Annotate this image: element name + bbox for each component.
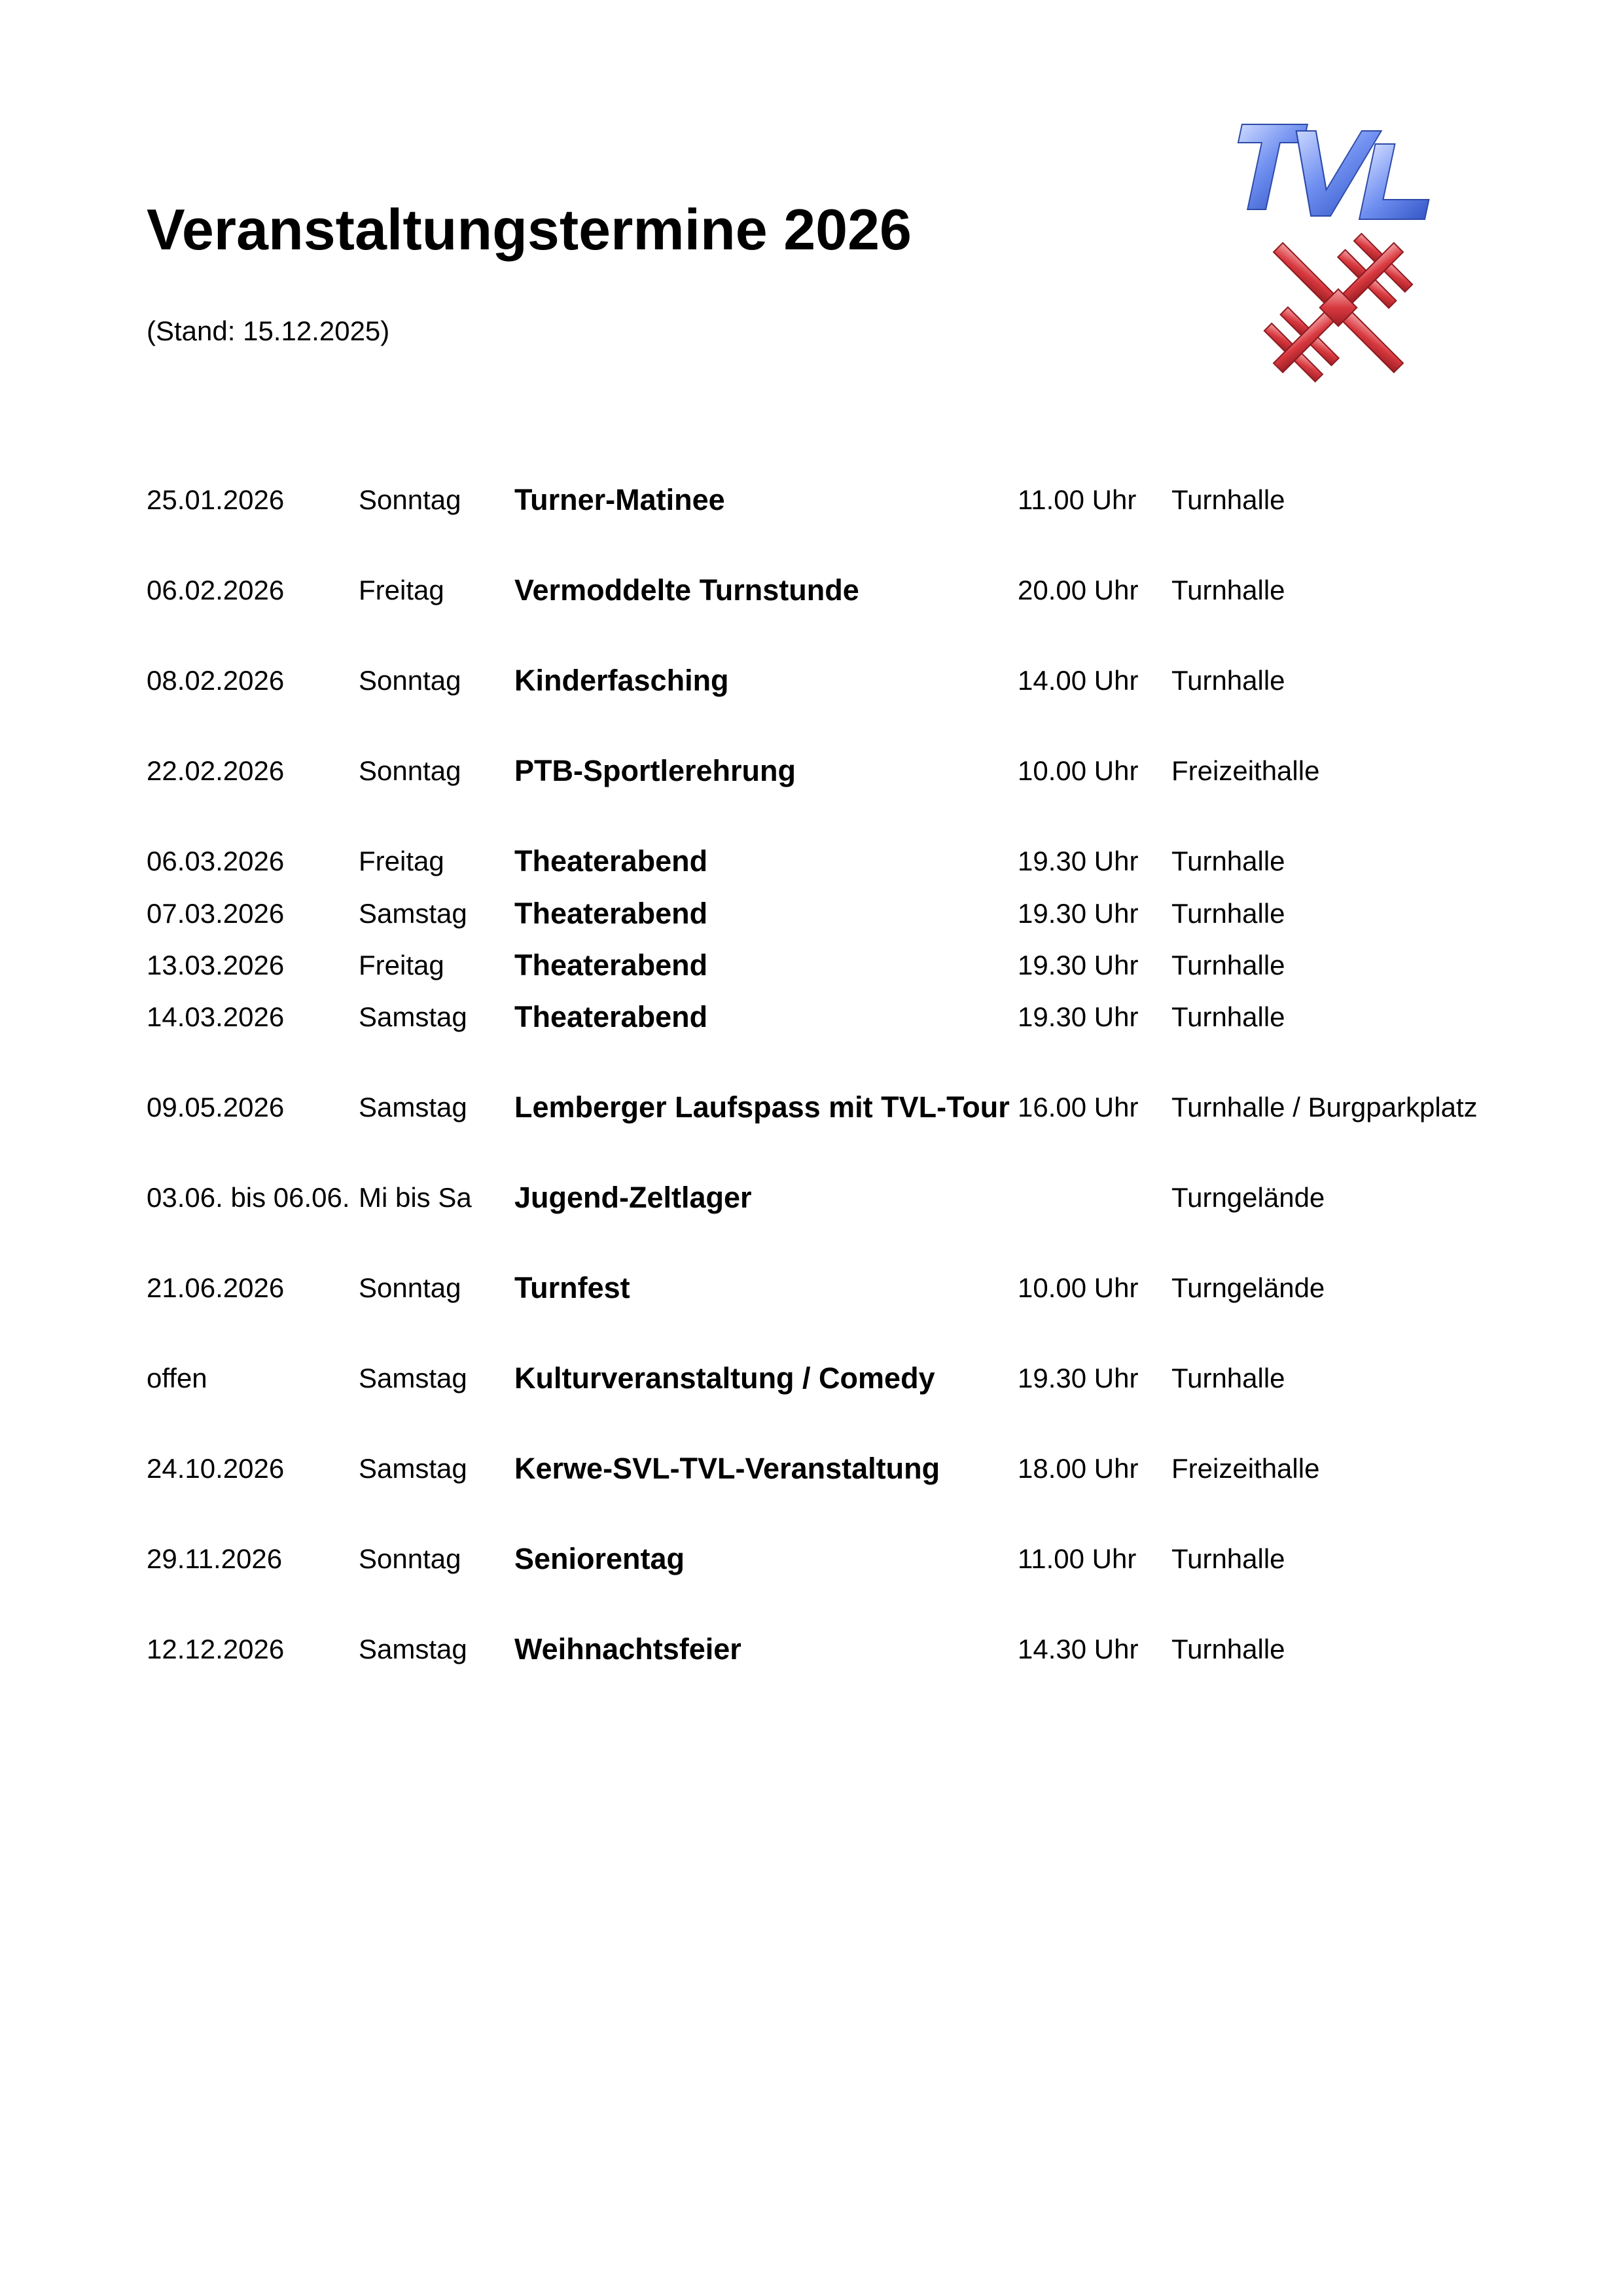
- event-time: 19.30 Uhr: [1018, 898, 1139, 929]
- event-day: Samstag: [359, 898, 467, 929]
- event-time: 20.00 Uhr: [1018, 575, 1139, 605]
- event-date: 21.06.2026: [147, 1272, 285, 1303]
- event-place: Turnhalle / Burgparkplatz: [1171, 1092, 1478, 1122]
- event-time: 18.00 Uhr: [1018, 1453, 1139, 1484]
- event-name: Theaterabend: [514, 897, 708, 930]
- event-name: Kinderfasching: [514, 664, 729, 697]
- event-row: [0, 894, 1623, 933]
- event-day: Samstag: [359, 1092, 467, 1122]
- event-date: 29.11.2026: [147, 1543, 283, 1574]
- event-day: Sonntag: [359, 1543, 461, 1574]
- event-date: 09.05.2026: [147, 1092, 285, 1122]
- event-day: Freitag: [359, 846, 444, 876]
- event-name: Turnfest: [514, 1271, 630, 1304]
- stand-date: (Stand: 15.12.2025): [147, 315, 390, 346]
- tvl-logo: [1204, 118, 1486, 399]
- event-date: 06.02.2026: [147, 575, 285, 605]
- event-day: Samstag: [359, 1634, 467, 1664]
- event-row: [0, 842, 1623, 881]
- tvl-letters-shape: [1222, 124, 1445, 219]
- event-day: Mi bis Sa: [359, 1182, 472, 1213]
- event-place: Turnhalle: [1171, 1001, 1285, 1032]
- event-name: Kulturveranstaltung / Comedy: [514, 1361, 935, 1395]
- event-place: Turngelände: [1171, 1272, 1325, 1303]
- event-name: Kerwe-SVL-TVL-Veranstaltung: [514, 1452, 940, 1485]
- event-row: [0, 480, 1623, 520]
- event-name: Theaterabend: [514, 948, 708, 982]
- event-place: Turnhalle: [1171, 950, 1285, 980]
- event-date: 12.12.2026: [147, 1634, 285, 1664]
- event-time: 10.00 Uhr: [1018, 1272, 1139, 1303]
- event-time: 11.00 Uhr: [1018, 484, 1137, 515]
- event-time: 19.30 Uhr: [1018, 1001, 1139, 1032]
- event-name: Weihnachtsfeier: [514, 1632, 741, 1666]
- event-time: 10.00 Uhr: [1018, 755, 1139, 786]
- event-date: 03.06. bis 06.06.: [147, 1182, 350, 1213]
- event-day: Samstag: [359, 1453, 467, 1484]
- event-date: 14.03.2026: [147, 1001, 285, 1032]
- event-row: [0, 997, 1623, 1037]
- event-row: [0, 946, 1623, 985]
- event-place: Turnhalle: [1171, 575, 1285, 605]
- event-day: Freitag: [359, 575, 444, 605]
- event-place: Freizeithalle: [1171, 1453, 1320, 1484]
- event-name: Vermoddelte Turnstunde: [514, 573, 859, 607]
- event-date: 07.03.2026: [147, 898, 285, 929]
- event-place: Turnhalle: [1171, 484, 1285, 515]
- event-time: 14.00 Uhr: [1018, 665, 1139, 696]
- event-date: 06.03.2026: [147, 846, 285, 876]
- event-place: Freizeithalle: [1171, 755, 1320, 786]
- event-time: 16.00 Uhr: [1018, 1092, 1139, 1122]
- event-row: [0, 1088, 1623, 1127]
- event-date: 24.10.2026: [147, 1453, 285, 1484]
- event-time: 11.00 Uhr: [1018, 1543, 1137, 1574]
- event-name: Theaterabend: [514, 1000, 708, 1033]
- event-row: [0, 571, 1623, 610]
- event-date: 22.02.2026: [147, 755, 285, 786]
- event-row: [0, 1539, 1623, 1579]
- event-row: [0, 751, 1623, 791]
- event-name: Lemberger Laufspass mit TVL-Tour: [514, 1090, 1010, 1124]
- event-day: Samstag: [359, 1363, 467, 1393]
- event-name: PTB-Sportlerehrung: [514, 754, 796, 787]
- event-name: Turner-Matinee: [514, 483, 725, 516]
- event-row: [0, 661, 1623, 700]
- event-place: Turnhalle: [1171, 1634, 1285, 1664]
- event-day: Sonntag: [359, 665, 461, 696]
- event-row: [0, 1449, 1623, 1488]
- event-row: [0, 1359, 1623, 1398]
- event-name: Theaterabend: [514, 844, 708, 878]
- event-row: [0, 1268, 1623, 1308]
- event-day: Sonntag: [359, 755, 461, 786]
- event-day: Sonntag: [359, 484, 461, 515]
- event-date: offen: [147, 1363, 207, 1393]
- event-place: Turnhalle: [1171, 1543, 1285, 1574]
- event-day: Freitag: [359, 950, 444, 980]
- event-name: Jugend-Zeltlager: [514, 1181, 752, 1214]
- event-name: Seniorentag: [514, 1542, 685, 1575]
- event-place: Turngelände: [1171, 1182, 1325, 1213]
- event-time: 19.30 Uhr: [1018, 950, 1139, 980]
- event-date: 25.01.2026: [147, 484, 285, 515]
- event-place: Turnhalle: [1171, 1363, 1285, 1393]
- event-day: Samstag: [359, 1001, 467, 1032]
- event-place: Turnhalle: [1171, 665, 1285, 696]
- page-title: Veranstaltungstermine 2026: [147, 197, 912, 262]
- event-row: [0, 1630, 1623, 1669]
- event-time: 19.30 Uhr: [1018, 1363, 1139, 1393]
- event-date: 13.03.2026: [147, 950, 285, 980]
- event-time: 14.30 Uhr: [1018, 1634, 1139, 1664]
- event-place: Turnhalle: [1171, 846, 1285, 876]
- event-time: 19.30 Uhr: [1018, 846, 1139, 876]
- event-date: 08.02.2026: [147, 665, 285, 696]
- event-row: [0, 1178, 1623, 1217]
- event-place: Turnhalle: [1171, 898, 1285, 929]
- event-day: Sonntag: [359, 1272, 461, 1303]
